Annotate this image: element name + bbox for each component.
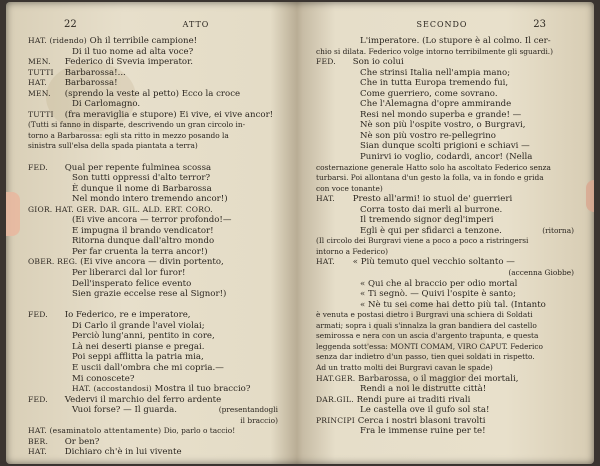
line-text: costernazione generale Hatto solo ha ascoltato Federico senza <box>316 162 551 172</box>
text-line <box>28 173 278 184</box>
speaker-label: FED. <box>28 394 48 404</box>
line-text: intorno a Federico) <box>316 246 388 256</box>
line-text: Corra tosto dai merli al burrone. <box>360 204 503 215</box>
text-line <box>28 163 278 174</box>
text-line <box>316 310 574 321</box>
line-text: (Il circolo dei Burgravi viene a poco a poco a ristringersi <box>316 236 529 246</box>
text-line <box>28 215 278 226</box>
text-line <box>28 257 278 268</box>
text-line <box>316 89 574 100</box>
text-line <box>316 416 574 427</box>
stage-direction: (accenna Giobbe) <box>508 268 574 278</box>
text-line <box>316 110 574 121</box>
line-text: Qual per repente fulminea scossa <box>64 162 212 173</box>
line-text: Che l'Alemagna d'opre ammirande <box>360 99 512 110</box>
text-line <box>28 426 278 437</box>
running-head: SECONDO <box>416 20 468 29</box>
text-line <box>316 374 574 385</box>
line-text: Io Federico, re e imperatore, <box>64 310 191 321</box>
text-line <box>316 194 574 205</box>
line-text: Poi seppi afflitta la patria mia, <box>72 352 204 363</box>
text-line <box>316 226 574 237</box>
speaker-label: PRINCIPI <box>316 415 355 425</box>
speaker-label: BER. <box>28 436 49 446</box>
line-text: Fra le immense ruine per te! <box>360 426 486 437</box>
line-text: leggenda sott'essa: MONTI COMAM, VIRO CAPUT. Federico <box>316 341 543 351</box>
text-line <box>28 89 278 100</box>
page-number: 23 <box>533 19 546 30</box>
line-text: E uscii dall'ombra che mi copria.— <box>72 362 224 373</box>
line-text: Per liberarci dal lor furor! <box>72 268 186 279</box>
text-line <box>28 247 278 258</box>
speaker-label: HAT. <box>28 78 47 88</box>
text-line <box>28 47 278 58</box>
text-line <box>28 416 278 427</box>
text-line <box>316 279 574 290</box>
text-line <box>316 47 574 58</box>
speaker-label: HAT. (esaminatolo attentamente) <box>28 426 162 436</box>
line-text: torno a Barbarossa: egli sta ritto in mezzo posando la <box>28 130 229 140</box>
speaker-label: DAR.GIL. <box>316 394 354 404</box>
line-text: Di Carlo il grande l'avel violai; <box>72 320 205 331</box>
line-text: armati; sopra i quali s'innalza la gran bandiera del castello <box>316 320 537 330</box>
line-text: Di Carlomagno. <box>72 99 141 110</box>
text-line <box>28 289 278 300</box>
line-text: Barbarossa! <box>64 78 118 89</box>
speaker-label: HAT. (ridendo) <box>28 36 87 45</box>
text-line <box>28 68 278 79</box>
text-line <box>28 152 278 163</box>
line-text: Le castella ove il gufo sol sta! <box>360 405 490 416</box>
running-head: ATTO <box>182 20 210 29</box>
line-text: semirossa e nera con un ascia d'argento trapunta, e questa <box>316 331 539 341</box>
line-text: Mostra il tuo braccio? <box>154 384 251 395</box>
line-text: Vuoi forse? — Il guarda. <box>72 405 177 416</box>
text-line <box>28 395 278 406</box>
line-text: Per far cruenta la terra ancor!) <box>72 246 208 257</box>
text-line <box>28 300 278 311</box>
line-text: « Qui che al braccio per odio mortal <box>360 278 518 289</box>
text-line <box>316 268 574 279</box>
line-text: Dio, parlo o taccio! <box>163 426 236 436</box>
line-text: « Più temuto quel vecchio soltanto — <box>352 257 515 268</box>
text-line <box>28 363 278 374</box>
line-text: (Ei vive ancora — terror profondo!— <box>72 215 232 226</box>
text-line <box>316 342 574 353</box>
line-text: « Nè tu sei come hai detto più tal. (Intanto <box>360 299 546 310</box>
line-text: (Tutti si fanno in disparte, descrivendo un gran circolo in- <box>28 120 246 130</box>
line-text: Egli è qui per sfidarci a tenzone. <box>360 225 502 236</box>
line-text: Son tutti oppressi d'alto terror? <box>72 173 211 184</box>
line-text: Ritorna dunque dall'altro mondo <box>72 236 215 247</box>
text-line <box>316 184 574 195</box>
text-line <box>316 321 574 332</box>
stage-direction: (presentandogli <box>218 405 278 415</box>
speaker-label: GIOR. HAT. GER. DAR. GIL. ALD. ERT. CORO. <box>28 204 213 214</box>
line-text: Di il tuo nome ad alta voce? <box>72 46 194 57</box>
line-text: Sien grazie eccelse rese al Signor!) <box>72 289 227 300</box>
speaker-label: MEN. <box>28 88 51 98</box>
line-text: Punirvi io voglio, codardi, ancor! (Nella <box>360 152 533 163</box>
line-text: senza dar indietro d'un passo, tien quei soldati in rispetto. <box>316 352 535 362</box>
text-line <box>28 57 278 68</box>
line-text: Rendi a noi le distrutte città! <box>360 384 487 395</box>
line-text: Barbarossa, o il maggior dei mortali, <box>358 373 519 384</box>
line-text: Nè son più l'ospite vostro, o Burgravi, <box>360 120 526 131</box>
text-line <box>316 173 574 184</box>
line-text: Oh il terribile campione! <box>89 36 198 46</box>
line-text: con voce tonante) <box>316 183 383 193</box>
text-line <box>28 205 278 216</box>
line-text: Che strinsi Italia nell'ampia mano; <box>360 67 511 78</box>
speaker-label: MEN. <box>28 57 51 67</box>
text-line <box>28 447 278 458</box>
line-text: Perciò lung'anni, pentito in core, <box>72 331 215 342</box>
speaker-label: FED. <box>28 310 48 320</box>
text-line <box>316 120 574 131</box>
text-line <box>316 236 574 247</box>
right-page-header <box>302 20 594 32</box>
line-text: turbarsi. Poi allontana d'un gesto la folla, va in fondo e grida <box>316 173 544 183</box>
stage-direction: il braccio) <box>240 415 278 425</box>
line-text: Resi nel mondo superba e grande! — <box>360 109 522 120</box>
left-page-header <box>6 20 298 32</box>
line-text: Son io colui <box>352 57 404 68</box>
line-text: Sian dunque scolti prigioni e schiavi — <box>360 141 530 152</box>
text-line <box>28 321 278 332</box>
line-text: Barbarossa!... <box>64 67 126 78</box>
text-line <box>28 120 278 131</box>
line-text: Vedervi il marchio del ferro ardente <box>64 394 222 405</box>
line-text: E impugna il brando vendicator! <box>72 225 214 236</box>
line-text: sinistra sull'elsa della spada piantata a terra) <box>28 141 198 151</box>
page-number: 22 <box>64 19 77 30</box>
line-text: Federico di Svevia imperator. <box>64 57 193 68</box>
text-line <box>28 384 278 395</box>
text-line <box>28 374 278 385</box>
text-line <box>28 268 278 279</box>
line-text: Or ben? <box>64 436 100 447</box>
text-line <box>316 99 574 110</box>
line-text: Ad un tratto molti dei Burgravi cavan le spade) <box>316 362 493 372</box>
text-line <box>28 36 278 47</box>
text-line <box>316 405 574 416</box>
left-page-text <box>28 36 278 458</box>
line-text: è venuta e postasi dietro i Burgravi una schiera di Soldati <box>316 310 533 320</box>
right-page-text <box>316 36 574 437</box>
line-text: Come guerriero, come sovrano. <box>360 88 498 99</box>
line-text: « Ti segnò. — Quivi l'ospite è santo; <box>360 289 516 300</box>
speaker-label: HAT.GER. <box>316 373 356 383</box>
speaker-label: TUTTI <box>28 67 54 77</box>
line-text: (sprendo la veste al petto) Ecco la croce <box>64 88 241 99</box>
speaker-label: HAT. <box>28 447 47 457</box>
text-line <box>28 110 278 121</box>
line-text: Cerca i nostri blasoni travolti <box>357 415 486 426</box>
text-line <box>28 279 278 290</box>
line-text: È dunque il nome di Barbarossa <box>72 183 212 194</box>
speaker-label: HAT. <box>316 257 335 267</box>
text-line <box>28 99 278 110</box>
line-text: Mi conoscete? <box>72 373 135 384</box>
left-page <box>6 2 298 464</box>
line-text: Rendi pure ai traditi rivali <box>356 394 471 405</box>
speaker-label: TUTTI <box>28 109 54 119</box>
text-line <box>316 289 574 300</box>
text-line <box>316 257 574 268</box>
text-line <box>316 384 574 395</box>
text-line <box>316 152 574 163</box>
line-text: (Ei vive ancora — divin portento, <box>80 257 224 268</box>
line-text: chio si dilata. Federico volge intorno terribilmente gli sguardi.) <box>316 46 554 56</box>
text-line <box>316 247 574 258</box>
text-line <box>28 236 278 247</box>
text-line <box>316 36 574 47</box>
text-line <box>316 68 574 79</box>
text-line <box>316 426 574 437</box>
line-text: L'imperatore. (Lo stupore è al colmo. Il cer- <box>360 36 551 46</box>
text-line <box>28 226 278 237</box>
speaker-label: HAT. <box>316 194 335 204</box>
text-line <box>28 310 278 321</box>
line-text: Che in tutta Europa tremendo fui, <box>360 78 509 89</box>
right-thumb <box>586 180 594 212</box>
speaker-label: HAT. (accostandosi) <box>72 384 152 394</box>
text-line <box>316 141 574 152</box>
line-text: Presto all'armi! io stuol de' guerrieri <box>352 194 513 205</box>
text-line <box>28 184 278 195</box>
text-line <box>28 194 278 205</box>
text-line <box>316 78 574 89</box>
text-line <box>28 141 278 152</box>
right-page <box>302 2 594 464</box>
speaker-label: OBER. REG. <box>28 257 78 267</box>
line-text: Nè son più vostro re-pellegrino <box>360 130 496 141</box>
text-line <box>28 331 278 342</box>
text-line <box>28 342 278 353</box>
text-line <box>316 395 574 406</box>
open-book <box>6 2 594 464</box>
text-line <box>28 352 278 363</box>
text-line <box>28 78 278 89</box>
text-line <box>316 163 574 174</box>
text-line <box>316 331 574 342</box>
line-text: Dell'insperato felice evento <box>72 278 192 289</box>
text-line <box>316 352 574 363</box>
line-text: Nel mondo intero tremendo ancor!) <box>72 194 228 205</box>
line-text: Il tremendo signor degl'imperi <box>360 215 494 226</box>
speaker-label: FED. <box>316 57 336 67</box>
text-line <box>316 300 574 311</box>
text-line <box>316 57 574 68</box>
text-line <box>316 131 574 142</box>
text-line <box>316 205 574 216</box>
line-text: Là nei deserti pianse e pregai. <box>72 341 205 352</box>
line-text: (fra meraviglia e stupore) Ei vive, ei vive ancor! <box>64 109 274 120</box>
stage-direction: (ritorna) <box>542 225 574 235</box>
line-text: Dichiaro ch'è in lui vivente <box>64 447 182 458</box>
text-line <box>28 405 278 416</box>
speaker-label: FED. <box>28 162 48 172</box>
left-thumb <box>6 192 20 236</box>
text-line <box>28 437 278 448</box>
text-line <box>316 363 574 374</box>
text-line <box>28 131 278 142</box>
text-line <box>316 215 574 226</box>
